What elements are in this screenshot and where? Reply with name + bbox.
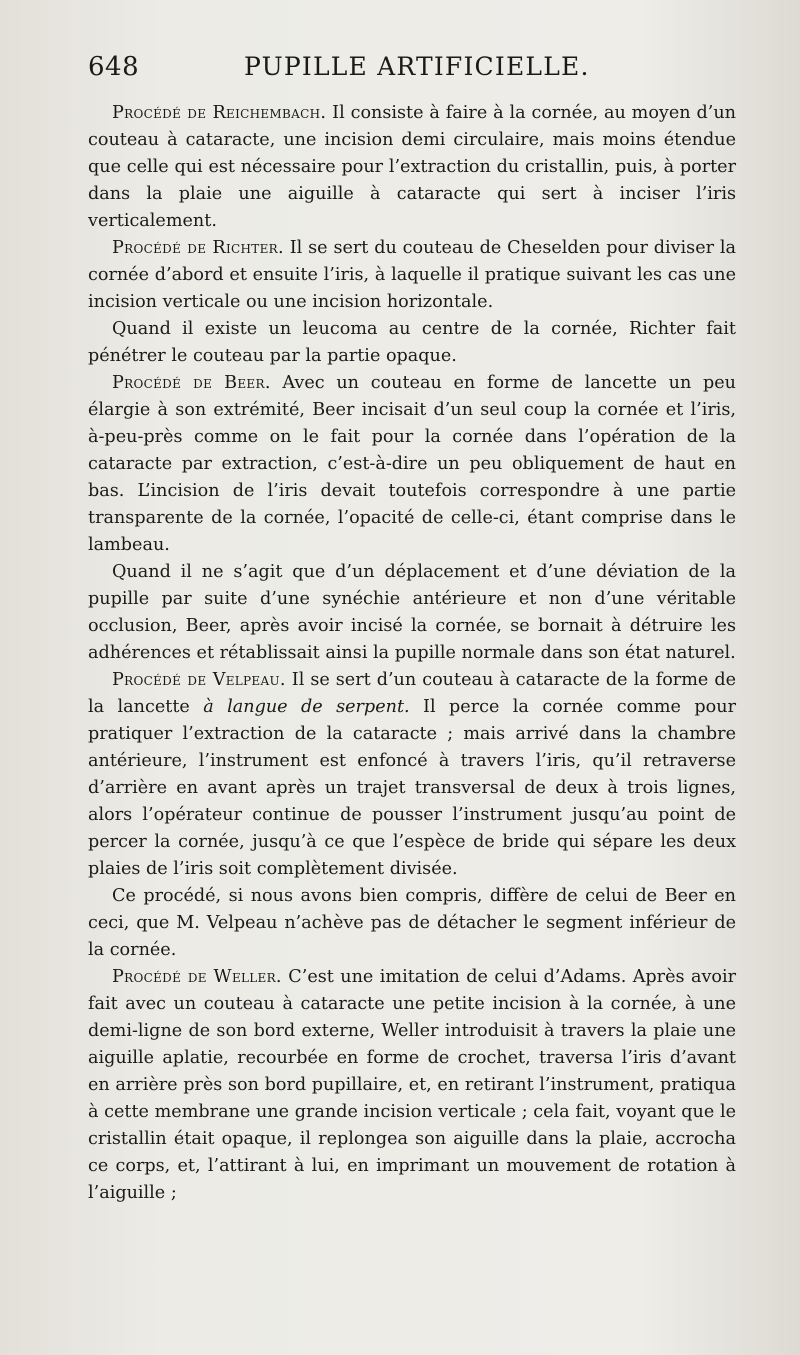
paragraph-text: Ce procédé, si nous avons bien compris, diffère de celui de Beer en ceci, que M. Velpeau n’achève pas de détacher le segment inférieur de la cornée.: [88, 886, 736, 960]
paragraph-weller: [88, 964, 736, 1207]
paragraph-velpeau-comparison: [88, 883, 736, 964]
paragraph-richter: [88, 235, 736, 316]
paragraph-text: Quand il ne s’agit que d’un déplacement et d’une déviation de la pupille par suite d’une synéchie antérieure et non d’une véritable occlusion, Beer, après avoir incisé la cornée, se bornait à détruire les adhérences et rétablissait ainsi la pupille normale dans son état naturel.: [88, 562, 736, 663]
paragraph-text: Il se sert d’un couteau à cataracte de la forme de la lancette: [88, 670, 736, 717]
paragraph-richter-leucoma: [88, 316, 736, 370]
procedure-heading: Procédé de Beer.: [112, 373, 271, 393]
running-title: PUPILLE ARTIFICIELLE.: [244, 52, 590, 81]
body-text: [88, 100, 736, 1207]
paragraph-beer-synechie: [88, 559, 736, 667]
paragraph-velpeau: [88, 667, 736, 883]
procedure-heading: Procédé de Richter.: [112, 238, 284, 258]
page-header: [88, 52, 740, 92]
italic-term: à langue de serpent.: [203, 697, 410, 717]
page-number: 648: [88, 52, 140, 82]
paragraph-text: Il se sert du couteau de Cheselden pour diviser la cornée d’abord et ensuite l’iris, à laquelle il pratique suivant les cas une incision verticale ou une incision horizontale.: [88, 238, 736, 312]
paragraph-text: Il consiste à faire à la cornée, au moyen d’un couteau à cataracte, une incision demi circulaire, mais moins étendue que celle qui est nécessaire pour l’extraction du cristallin, puis, à porter dans la plaie une aiguille à cataracte qui sert à inciser l’iris verticalement.: [88, 103, 737, 231]
paragraph-reichembach: [88, 100, 736, 235]
paragraph-text: Avec un couteau en forme de lancette un peu élargie à son extrémité, Beer incisait d’un seul coup la cornée et l’iris, à-peu-près comme on le fait pour la cornée dans l’opération de la cataracte par extraction, c’est-à-dire un peu obliquement de haut en bas. L’incision de l’iris devait toutefois correspondre à une partie transparente de la cornée, l’opacité de celle-ci, étant comprise dans le lambeau.: [88, 373, 736, 555]
procedure-heading: Procédé de Reichembach.: [112, 103, 327, 123]
paragraph-text: Il perce la cornée comme pour pratiquer l’extraction de la cataracte ; mais arrivé dans la chambre antérieure, l’instrument est enfoncé à travers l’iris, qu’il retraverse d’arrière en avant après un trajet transversal de deux à trois lignes, alors l’opérateur continue de pousser l’instrument jusqu’au point de percer la cornée, jusqu’à ce que l’espèce de bride qui sépare les deux plaies de l’iris soit complètement divisée.: [88, 697, 736, 879]
paragraph-text: Quand il existe un leucoma au centre de la cornée, Richter fait pénétrer le couteau par la partie opaque.: [88, 319, 736, 366]
paragraph-beer: [88, 370, 736, 559]
procedure-heading: Procédé de Velpeau.: [112, 670, 286, 690]
paragraph-text: C’est une imitation de celui d’Adams. Après avoir fait avec un couteau à cataracte une petite incision à la cornée, à une demi-ligne de son bord externe, Weller introduisit à travers la plaie une aiguille aplatie, recourbée en forme de crochet, traversa l’iris d’avant en arrière près son bord pupillaire, et, en retirant l’instrument, pratiqua à cette membrane une grande incision verticale ; cela fait, voyant que le cristallin était opaque, il replongea son aiguille dans la plaie, accrocha ce corps, et, l’attirant à lui, en imprimant un mouvement de rotation à l’aiguille ;: [88, 967, 737, 1203]
procedure-heading: Procédé de Weller.: [112, 967, 282, 987]
